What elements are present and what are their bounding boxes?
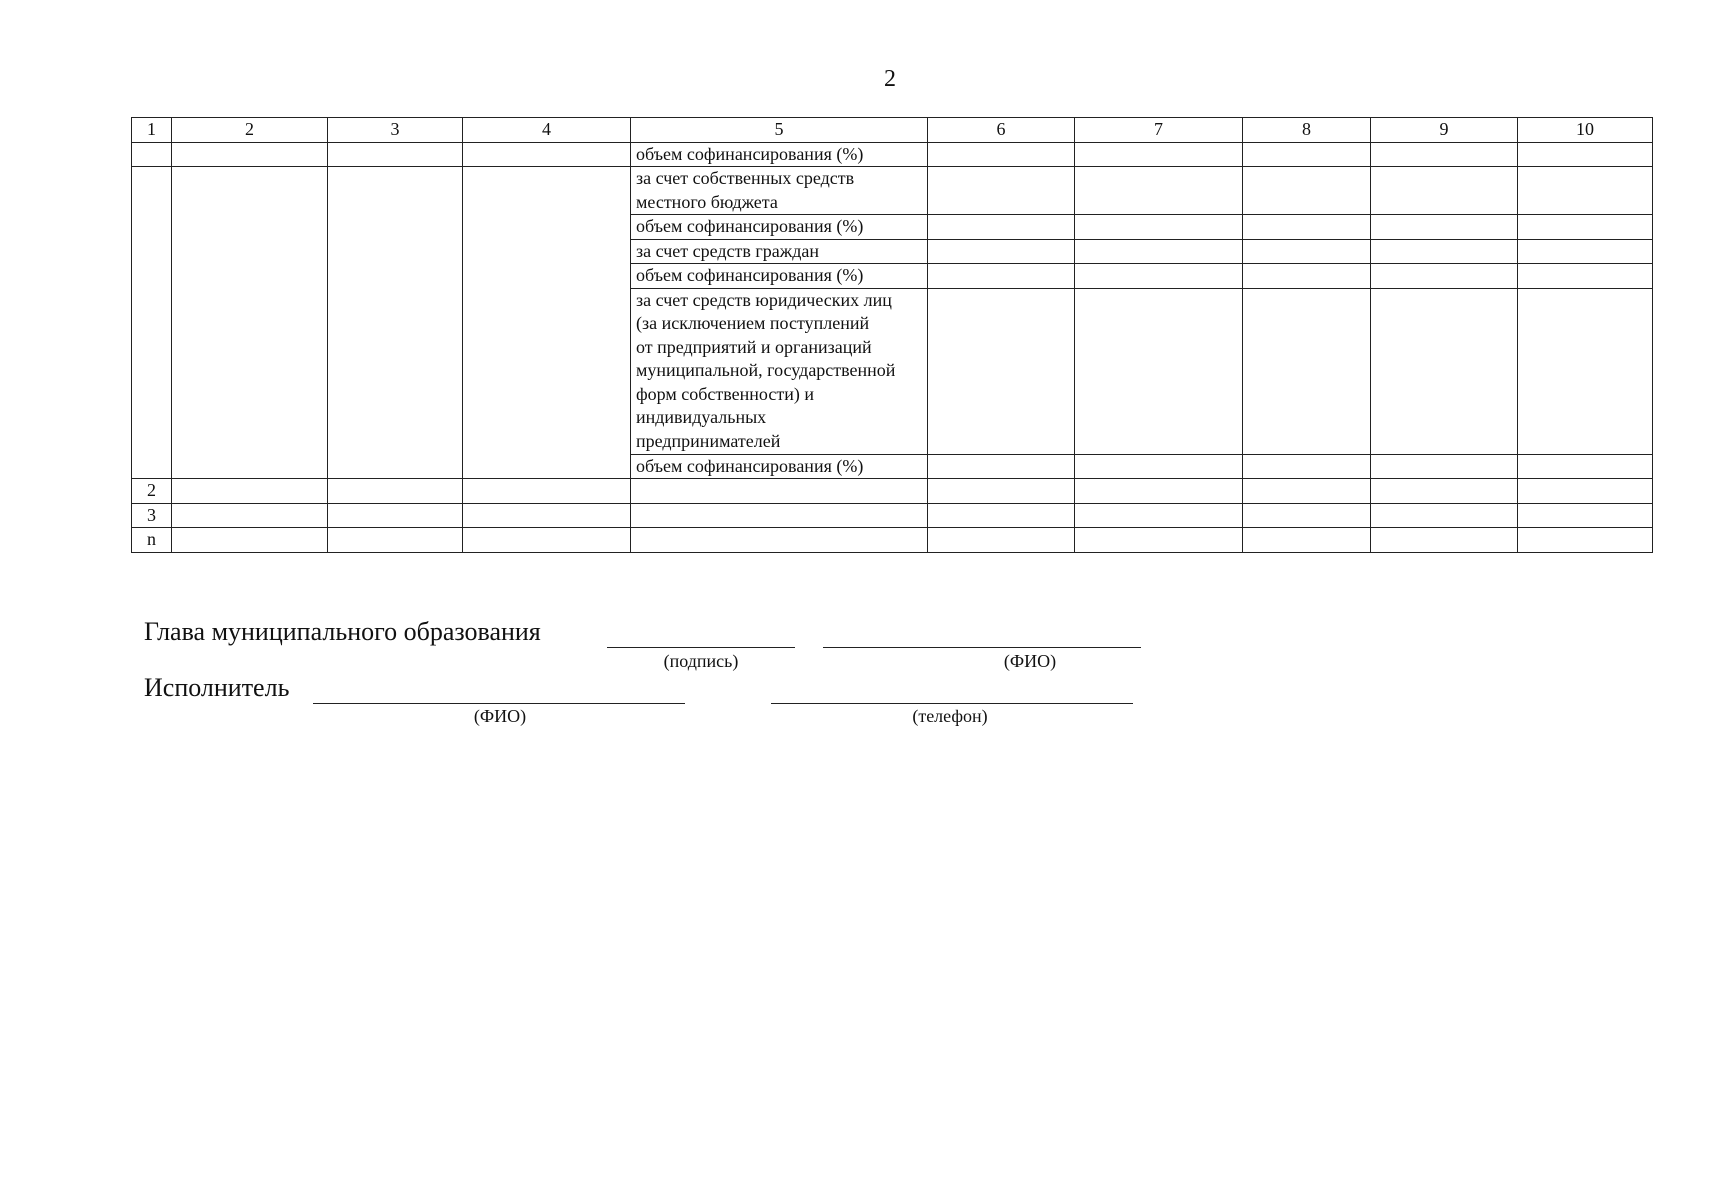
table-cell [463,479,631,504]
column-number-5: 5 [631,118,928,143]
table-cell [1371,215,1518,240]
table-cell [1518,167,1653,215]
table-cell [1075,167,1243,215]
head-caption-name: (ФИО) [1003,651,1057,671]
table-cell [172,503,328,528]
table-cell [1075,479,1243,504]
table-cell [328,167,463,479]
table-cell [1075,503,1243,528]
page-number: 2 [884,66,896,92]
table-cell [1075,239,1243,264]
executor-caption-phone: (телефон) [912,706,988,726]
table-cell [1518,239,1653,264]
table-cell [928,288,1075,454]
table-cell [1075,264,1243,289]
table-cell [172,479,328,504]
table-row [132,503,1653,528]
table-cell [463,167,631,479]
funding-source-cell: объем софинансирования (%) [631,142,928,167]
table-cell [631,528,928,553]
row-number-cell: n [132,528,172,553]
table-cell [1243,528,1371,553]
table-row [132,142,1653,167]
table-cell [1243,142,1371,167]
table-cell [1371,479,1518,504]
table-cell [132,167,172,479]
table-cell [1243,454,1371,479]
table-cell [463,142,631,167]
table-cell [1075,528,1243,553]
table-cell [1371,454,1518,479]
table-cell [928,215,1075,240]
table-cell [463,503,631,528]
table-cell [328,479,463,504]
table-cell [1371,167,1518,215]
table-cell [328,142,463,167]
executor-name-line [313,703,685,704]
funding-source-cell: объем софинансирования (%) [631,264,928,289]
table-cell [928,454,1075,479]
table-cell [172,142,328,167]
table-cell [1518,528,1653,553]
table-cell [1518,264,1653,289]
head-signature-line [607,647,795,648]
table-cell [172,167,328,479]
table-cell [631,479,928,504]
column-number-8: 8 [1243,118,1371,143]
funding-source-cell: за счет средств граждан [631,239,928,264]
table-cell [1075,142,1243,167]
table-cell [928,142,1075,167]
table-cell [1075,215,1243,240]
table-row [132,528,1653,553]
table-cell [1518,142,1653,167]
table-cell [928,167,1075,215]
table-cell [1371,288,1518,454]
table-cell [1371,142,1518,167]
table-cell [1243,479,1371,504]
table-cell [1518,454,1653,479]
table-cell [172,528,328,553]
column-number-3: 3 [328,118,463,143]
table-cell [1518,479,1653,504]
table-cell [1243,503,1371,528]
table-cell [1243,264,1371,289]
head-label: Глава муниципального образования [144,617,541,646]
table-row [132,167,1653,215]
table-cell [631,503,928,528]
column-number-6: 6 [928,118,1075,143]
executor-label: Исполнитель [144,673,290,702]
table-cell [1518,503,1653,528]
funding-source-cell: за счет собственных средств местного бюджета [631,167,928,215]
column-number-1: 1 [132,118,172,143]
table-cell [928,264,1075,289]
row-number-cell: 2 [132,479,172,504]
column-number-10: 10 [1518,118,1653,143]
table-cell [328,528,463,553]
table-cell [1371,264,1518,289]
table-row [132,479,1653,504]
table-cell [1243,167,1371,215]
table-cell [1518,288,1653,454]
executor-phone-line [771,703,1133,704]
table-cell [928,528,1075,553]
table-cell [928,479,1075,504]
column-number-4: 4 [463,118,631,143]
table-cell [1243,288,1371,454]
table-cell [1518,215,1653,240]
executor-caption-name: (ФИО) [473,706,527,726]
head-caption-signature: (подпись) [663,651,739,671]
table-cell [928,239,1075,264]
table-cell [132,142,172,167]
table-header-row [132,118,1653,143]
table-cell [328,503,463,528]
head-name-line [823,647,1141,648]
table-cell [1075,454,1243,479]
table-cell [928,503,1075,528]
table-cell [1371,239,1518,264]
row-number-cell: 3 [132,503,172,528]
table-cell [1371,528,1518,553]
column-number-7: 7 [1075,118,1243,143]
column-number-9: 9 [1371,118,1518,143]
table-cell [1075,288,1243,454]
table-cell [1243,215,1371,240]
cofinancing-table [131,117,1653,553]
funding-source-cell: за счет средств юридических лиц (за исключением поступлений от предприятий и организаций муниципальной, государственной форм собственности) и индивидуальных предпринимателей [631,288,928,454]
table-cell [463,528,631,553]
funding-source-cell: объем софинансирования (%) [631,215,928,240]
table-cell [1243,239,1371,264]
column-number-2: 2 [172,118,328,143]
table-cell [1371,503,1518,528]
funding-source-cell: объем софинансирования (%) [631,454,928,479]
